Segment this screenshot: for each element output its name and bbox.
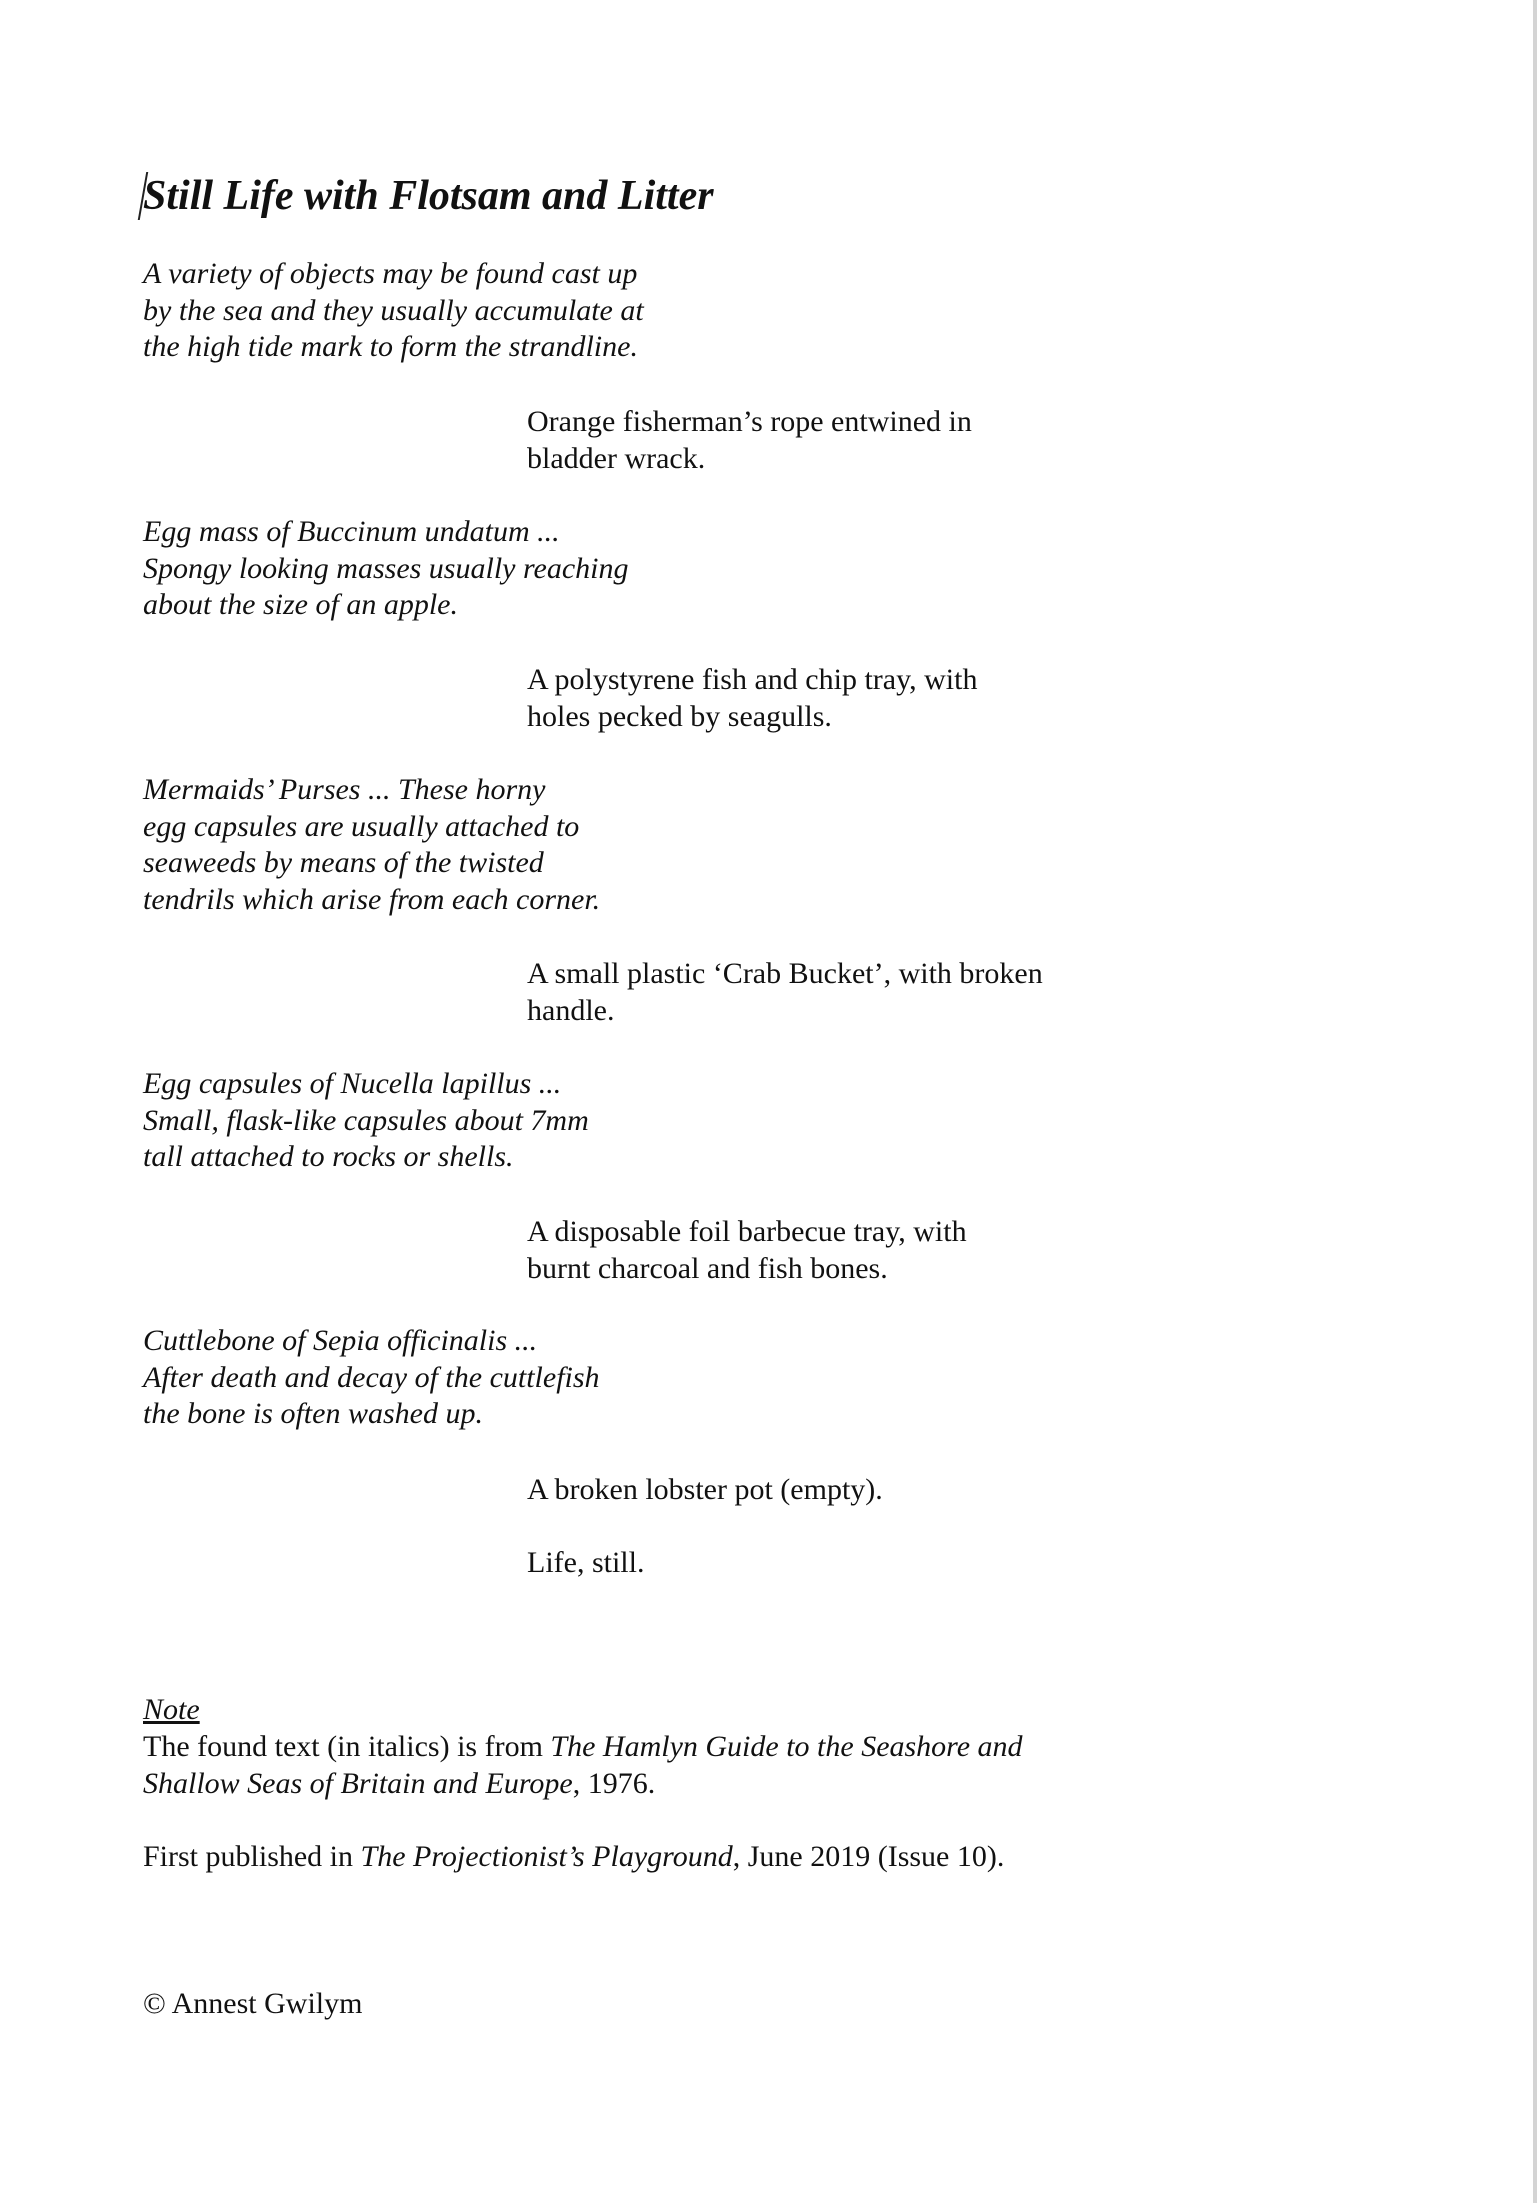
litter-1-line-1: Orange fisherman’s rope entwined in bbox=[527, 405, 972, 438]
litter-stanza-2 bbox=[527, 662, 977, 735]
found-1-line-1: A variety of objects may be found cast up bbox=[143, 257, 638, 290]
publication-credit bbox=[143, 1839, 1004, 1876]
found-5-line-3: the bone is often washed up. bbox=[143, 1397, 483, 1430]
litter-stanza-3 bbox=[527, 956, 1043, 1029]
litter-5-line-1: A broken lobster pot (empty). bbox=[527, 1473, 883, 1506]
poem-title: Still Life with Flotsam and Litter bbox=[143, 173, 714, 219]
litter-2-line-1: A polystyrene fish and chip tray, with bbox=[527, 663, 978, 696]
found-text-stanza-3 bbox=[143, 772, 600, 918]
found-4-line-1: Egg capsules of Nucella lapillus ... bbox=[143, 1067, 562, 1100]
page-edge bbox=[1533, 0, 1537, 2203]
litter-2-line-2: holes pecked by seagulls. bbox=[527, 699, 832, 733]
note-heading: Note bbox=[143, 1693, 200, 1726]
found-3-line-2: egg capsules are usually attached to bbox=[143, 809, 580, 843]
found-5-line-2: After death and decay of the cuttlefish bbox=[143, 1360, 600, 1394]
found-2-line-1: Egg mass of Buccinum undatum ... bbox=[143, 515, 560, 548]
found-3-line-4: tendrils which arise from each corner. bbox=[143, 882, 601, 916]
litter-3-line-1: A small plastic ‘Crab Bucket’, with broken bbox=[527, 957, 1043, 990]
note-book-title-part-2: Shallow Seas of Britain and Europe bbox=[143, 1766, 573, 1800]
found-text-stanza-5 bbox=[143, 1323, 600, 1433]
publication-pre: First published in bbox=[143, 1840, 361, 1873]
litter-stanza-4 bbox=[527, 1214, 967, 1287]
litter-4-line-2: burnt charcoal and fish bones. bbox=[527, 1251, 888, 1285]
note-line-1 bbox=[143, 1729, 1023, 1766]
litter-stanza-5 bbox=[527, 1472, 883, 1509]
found-2-line-3: about the size of an apple. bbox=[143, 588, 458, 621]
note-line-2-plain: , 1976. bbox=[572, 1766, 656, 1800]
found-text-stanza-4 bbox=[143, 1066, 589, 1176]
found-text-stanza-2 bbox=[143, 514, 629, 624]
closing-line bbox=[527, 1545, 644, 1582]
litter-3-line-2: handle. bbox=[527, 993, 615, 1027]
publication-post: , June 2019 (Issue 10). bbox=[732, 1840, 1005, 1873]
note-line-1-plain: The found text (in italics) is from bbox=[143, 1730, 551, 1763]
found-1-line-3: the high tide mark to form the strandline. bbox=[143, 330, 638, 363]
litter-stanza-1 bbox=[527, 404, 972, 477]
found-text-stanza-1 bbox=[143, 256, 644, 366]
found-4-line-2: Small, flask-like capsules about 7mm bbox=[143, 1103, 589, 1137]
found-3-line-3: seaweeds by means of the twisted bbox=[143, 846, 544, 879]
note-book-title-part-1: The Hamlyn Guide to the Seashore and bbox=[550, 1730, 1023, 1763]
litter-4-line-1: A disposable foil barbecue tray, with bbox=[527, 1215, 967, 1248]
found-4-line-3: tall attached to rocks or shells. bbox=[143, 1140, 514, 1173]
copyright-notice: © Annest Gwilym bbox=[143, 1987, 363, 2020]
note-body bbox=[143, 1729, 1023, 1802]
litter-1-line-2: bladder wrack. bbox=[527, 441, 706, 475]
found-1-line-2: by the sea and they usually accumulate at bbox=[143, 293, 644, 327]
closing-line-text: Life, still. bbox=[527, 1546, 645, 1579]
publication-title: The Projectionist’s Playground bbox=[360, 1840, 733, 1873]
found-3-line-1: Mermaids’ Purses ... These horny bbox=[143, 773, 546, 806]
found-5-line-1: Cuttlebone of Sepia officinalis ... bbox=[143, 1324, 538, 1357]
note-line-2 bbox=[143, 1766, 1023, 1803]
found-2-line-2: Spongy looking masses usually reaching bbox=[143, 551, 629, 585]
